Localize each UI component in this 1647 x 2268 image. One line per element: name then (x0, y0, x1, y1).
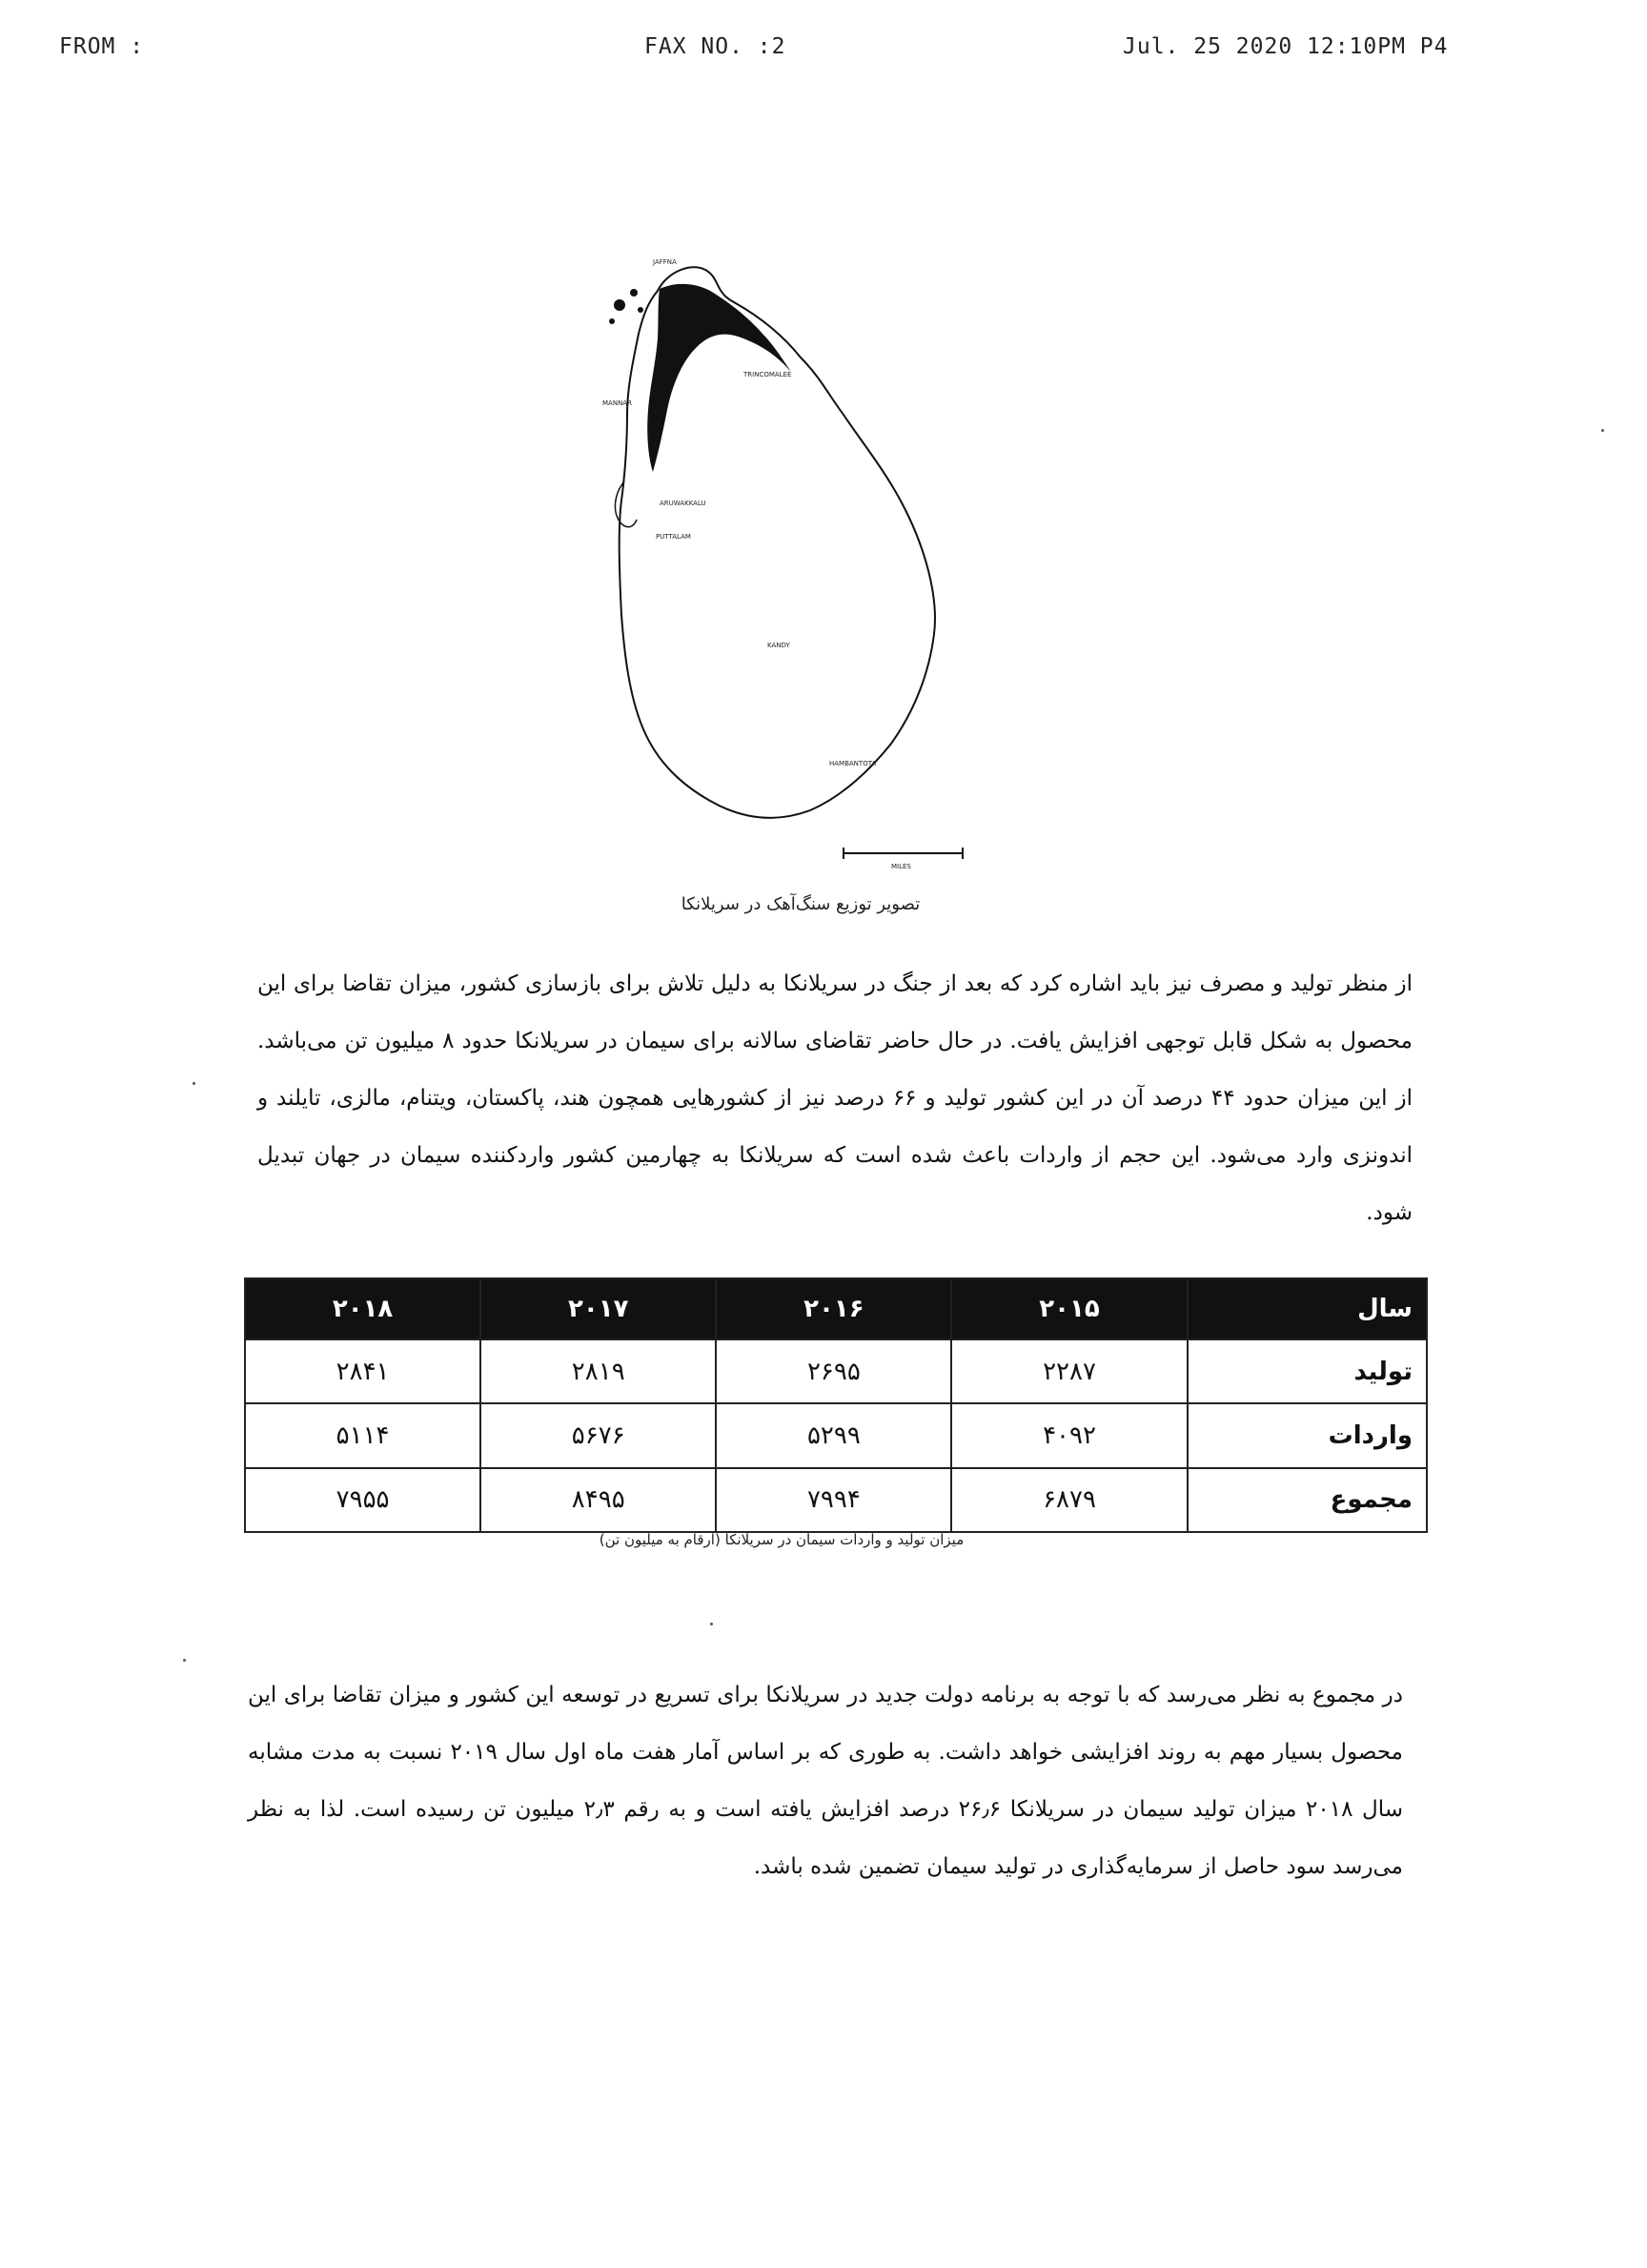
scan-speck (710, 1623, 713, 1625)
table-cell: ۶۸۷۹ (951, 1468, 1187, 1532)
table-cell: ۵۲۹۹ (716, 1403, 951, 1467)
table-cell: ۵۱۱۴ (245, 1403, 480, 1467)
table-cell: ۷۹۹۴ (716, 1468, 951, 1532)
fax-from: FROM : (59, 34, 145, 59)
fax-date-page: Jul. 25 2020 12:10PM P4 (1123, 34, 1449, 59)
island-dot (609, 318, 615, 324)
map-caption: تصویر توزیع سنگ‌آهک در سریلانکا (681, 894, 921, 914)
row-label-total: مجموع (1188, 1468, 1427, 1532)
scan-speck (1601, 429, 1604, 432)
table-cell: ۸۴۹۵ (480, 1468, 716, 1532)
table-row (245, 1403, 1427, 1467)
table-header-2018: ۲۰۱۸ (245, 1278, 480, 1339)
scan-speck (183, 1659, 186, 1662)
sri-lanka-limestone-map (600, 243, 1001, 882)
table-header-2016: ۲۰۱۶ (716, 1278, 951, 1339)
lagoon-outline (615, 481, 637, 527)
table-cell: ۴۰۹۲ (951, 1403, 1187, 1467)
label-kandy: KANDY (767, 642, 790, 649)
table-header-2017: ۲۰۱۷ (480, 1278, 716, 1339)
row-label-imports: واردات (1188, 1403, 1427, 1467)
scan-speck (193, 1082, 195, 1085)
label-trincomalee: TRINCOMALEE (743, 371, 792, 378)
label-miles: MILES (891, 863, 911, 870)
table-cell: ۵۶۷۶ (480, 1403, 716, 1467)
row-label-production: تولید (1188, 1339, 1427, 1403)
table-cell: ۲۲۸۷ (951, 1339, 1187, 1403)
island-dot (614, 299, 625, 311)
label-puttalam: PUTTALAM (656, 533, 691, 541)
label-jaffna: JAFFNA (653, 258, 677, 266)
table-header-row (245, 1278, 1427, 1339)
fax-header (0, 34, 1647, 63)
table-header-2015: ۲۰۱۵ (951, 1278, 1187, 1339)
island-dot (638, 307, 643, 313)
table-cell: ۷۹۵۵ (245, 1468, 480, 1532)
map-illustration (600, 243, 1001, 882)
table-cell: ۲۸۴۱ (245, 1339, 480, 1403)
table-row (245, 1468, 1427, 1532)
table-cell: ۲۶۹۵ (716, 1339, 951, 1403)
table-caption: میزان تولید و واردات سیمان در سریلانکا (ارقام به میلیون تن) (599, 1531, 965, 1548)
label-hambantota: HAMBANTOTA (829, 760, 877, 767)
fax-number: FAX NO. :2 (644, 34, 786, 59)
table-header-year: سال (1188, 1278, 1427, 1339)
cement-table (244, 1277, 1428, 1533)
paragraph-outlook: در مجموع به نظر می‌رسد که با توجه به برنامه دولت جدید در سریلانکا برای تسریع در توسعه این کشور و میزان تقاضا برای این محصول بسیار مهم به روند افزایشی خواهد داشت. به طوری که بر اساس آمار هفت ماه اول سال ۲۰۱۹ نسبت به مدت مشابه سال ۲۰۱۸ میزان تولید سیمان در سریلانکا ۲۶٫۶ درصد افزایش یافته است و به رقم ۲٫۳ میلیون تن رسیده است. لذا به نظر می‌رسد سود حاصل از سرمایه‌گذاری در تولید سیمان تضمین شده باشد. (248, 1683, 1403, 1879)
island-dot (630, 289, 638, 296)
label-aruvakkalu: ARUWAKKALU (660, 500, 706, 507)
table-cell: ۲۸۱۹ (480, 1339, 716, 1403)
label-mannar: MANNAR (602, 399, 632, 407)
paragraph-production-consumption: از منظر تولید و مصرف نیز باید اشاره کرد که بعد از جنگ در سریلانکا به دلیل تلاش برای بازسازی کشور، میزان تقاضا برای این محصول به شکل قابل توجهی افزایش یافت. در حال حاضر تقاضای سالانه برای سیمان در سریلانکا حدود ۸ میلیون تن می‌باشد. از این میزان حدود ۴۴ درصد آن در این کشور تولید و ۶۶ درصد نیز از کشورهایی همچون هند، پاکستان، ویتنام، مالزی، تایلند و اندونزی وارد می‌شود. این حجم از واردات باعث شده است که سریلانکا به چهارمین کشور واردکننده سیمان در جهان تبدیل شود. (257, 971, 1413, 1225)
table-row (245, 1339, 1427, 1403)
